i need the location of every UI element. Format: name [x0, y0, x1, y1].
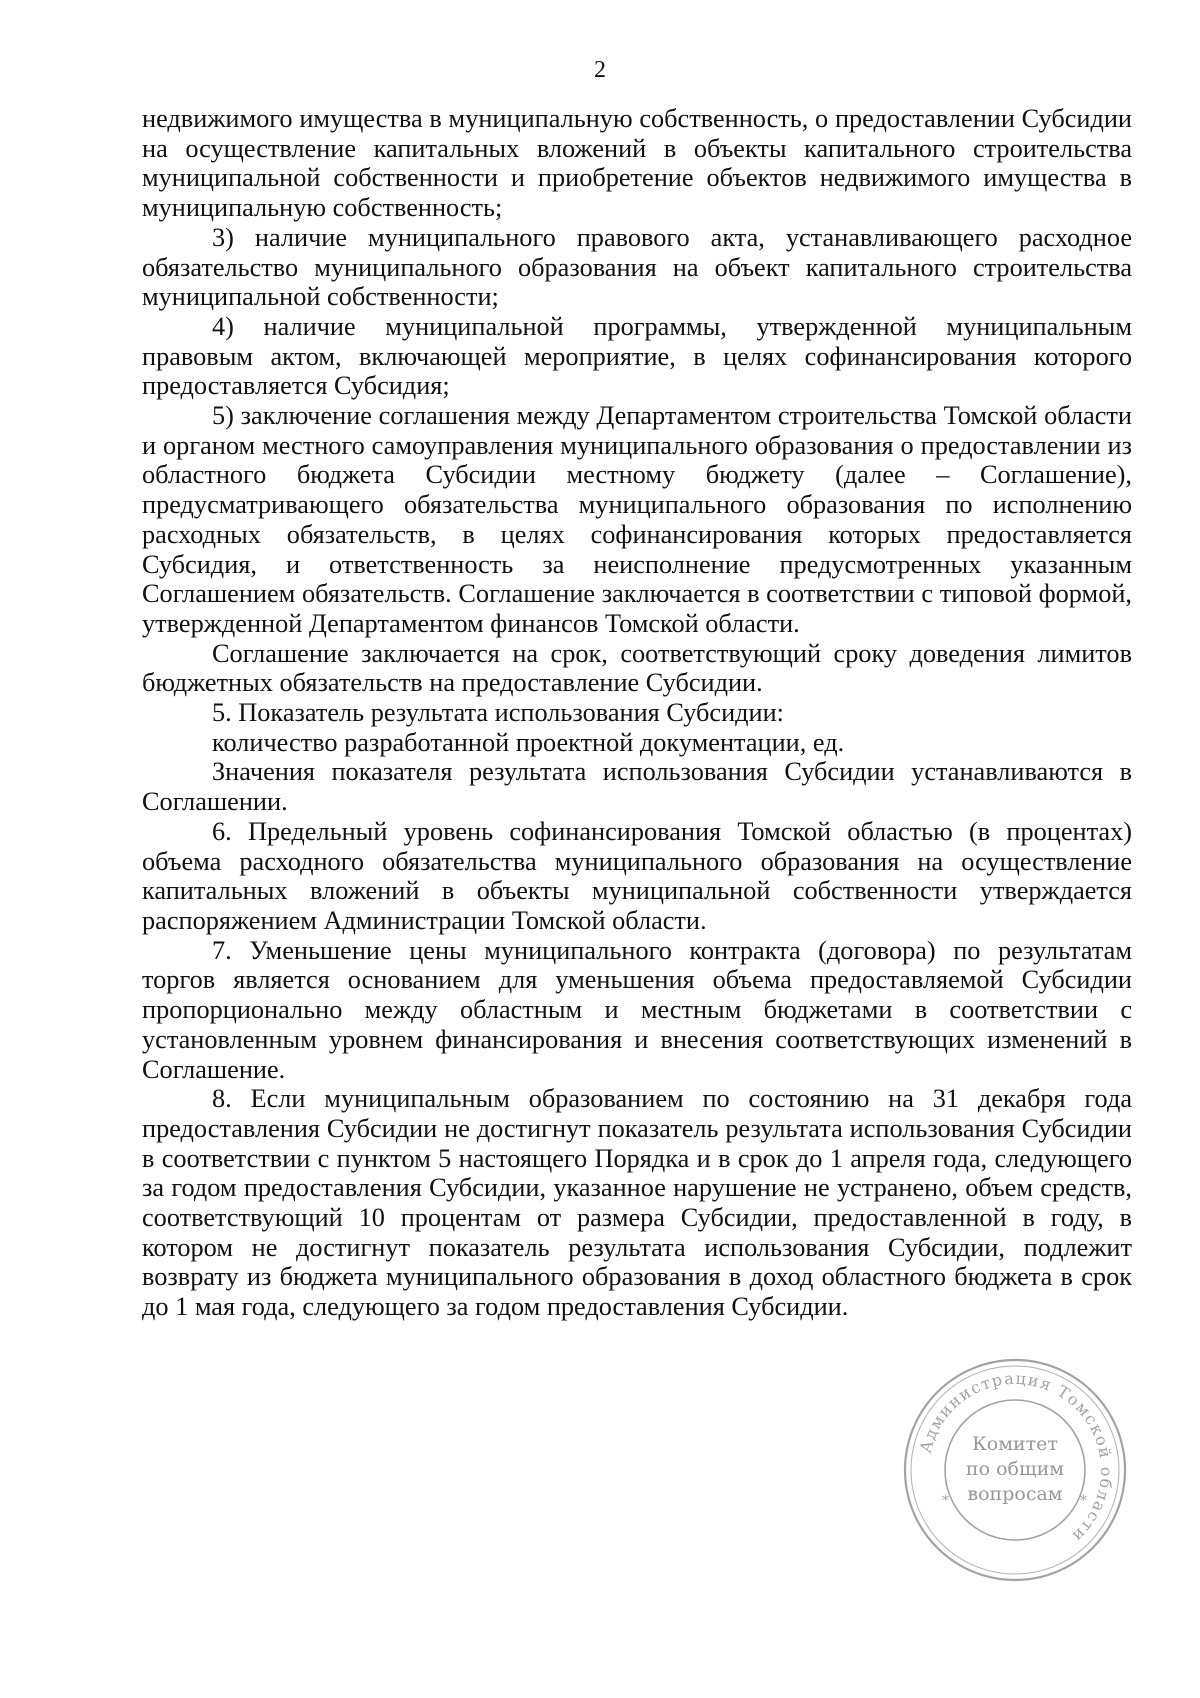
paragraph-item-5: 5) заключение соглашения между Департаментом строительства Томской области и органом местного самоуправления муниципального образования о предоставлении из областного бюджета Субсидии местному бюджету (далее – Соглашение), предусматривающего обязательства муниципального образования по исполнению расходных обязательств, в целях софинансирования которых предоставляется Субсидия, и ответственность за неисполнение предусмотренных указанным Соглашением обязательств. Соглашение заключается в соответствии с типовой формой, утвержденной Департаментом финансов Томской области. [142, 401, 1132, 638]
paragraph-indicator: количество разработанной проектной документации, ед. [212, 727, 845, 757]
document-body [142, 104, 1132, 1322]
stamp-ring-text: Администрация Томской области [915, 1368, 1117, 1547]
stamp-center-line-1: Комитет [972, 1433, 1058, 1455]
paragraph-clause-5: 5. Показатель результата использования Субсидии: [212, 698, 784, 728]
paragraph-clause-8: 8. Если муниципальным образованием по состоянию на 31 декабря года предоставления Субсидии не достигнут показатель результата использования Субсидии в соответствии с пунктом 5 настоящего Порядка и в срок до 1 апреля года, следующего за годом предоставления Субсидии, указанное нарушение не устранено, объем средств, соответствующий 10 процентам от размера Субсидии, предоставленной в году, в котором не достигнут показатель результата использования Субсидии, подлежит возврату из бюджета муниципального образования в доход областного бюджета в срок до 1 мая года, следующего за годом предоставления Субсидии. [142, 1084, 1132, 1322]
paragraph-indicator-values: Значения показателя результата использования Субсидии устанавливаются в Соглашении. [142, 757, 1132, 817]
stamp-center-line-2: по общим [965, 1458, 1065, 1480]
svg-text:*: * [1080, 1493, 1087, 1509]
page-number: 2 [594, 57, 606, 83]
official-stamp [900, 1355, 1130, 1585]
svg-text:*: * [942, 1493, 949, 1509]
paragraph-item-4: 4) наличие муниципальной программы, утвержденной муниципальным правовым актом, включающей мероприятие, в целях софинансирования которого предоставляется Субсидия; [142, 311, 1132, 401]
paragraph-item-3: 3) наличие муниципального правового акта, устанавливающего расходное обязательство муниципального образования на объект капитального строительства муниципальной собственности; [142, 222, 1132, 312]
stamp-center-line-3: вопросам [967, 1483, 1063, 1505]
paragraph-agreement-term: Соглашение заключается на срок, соответствующий сроку доведения лимитов бюджетных обязательств на предоставление Субсидии. [142, 638, 1132, 698]
paragraph-clause-6: 6. Предельный уровень софинансирования Томской областью (в процентах) объема расходного обязательства муниципального образования на осуществление капитальных вложений в объекты муниципальной собственности утверждается распоряжением Администрации Томской области. [142, 816, 1132, 935]
paragraph-continuation: недвижимого имущества в муниципальную собственность, о предоставлении Субсидии на осуществление капитальных вложений в объекты капитального строительства муниципальной собственности и приобретение объектов недвижимого имущества в муниципальную собственность; [142, 104, 1132, 223]
paragraph-clause-7: 7. Уменьшение цены муниципального контракта (договора) по результатам торгов является основанием для уменьшения объема предоставляемой Субсидии пропорционально между областным и местным бюджетами в соответствии с установленным уровнем финансирования и внесения соответствующих изменений в Соглашение. [142, 935, 1132, 1084]
